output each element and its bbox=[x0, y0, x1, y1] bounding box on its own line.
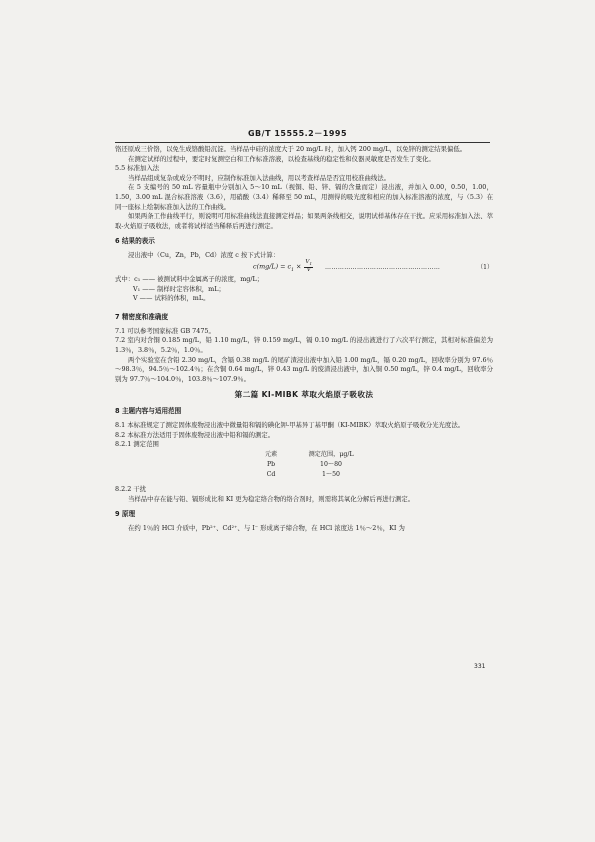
table-cell: 1～50 bbox=[322, 471, 340, 479]
table-cell: Cd bbox=[266, 471, 276, 479]
range-table bbox=[241, 450, 493, 480]
definition-v: V —— 试料的体积，mL。 bbox=[133, 294, 210, 303]
section-6-heading: 6 结果的表示 bbox=[115, 237, 155, 246]
header-rule bbox=[115, 142, 490, 143]
formula-denominator: V bbox=[306, 266, 311, 273]
paragraph-5-5-3: 如果两条工作曲线平行，则说明可用标准曲线法直接测定样品；如果两条线相交，说明试样基体存在干扰。应采用标准加入法、萃取-火焰原子吸收法，或者将试样适当稀释后再进行测定。 bbox=[115, 212, 493, 230]
section-8-heading: 8 主题内容与适用范围 bbox=[115, 407, 182, 416]
formula-times: × bbox=[294, 262, 304, 271]
paragraph-8-2: 8.2 本标准方法适用于固体废物浸出液中铅和镉的测定。 bbox=[115, 430, 275, 439]
formula-sub: 1 bbox=[291, 267, 294, 273]
section-6-intro: 浸出液中（Cu，Zn，Pb，Cd）浓度 c 按下式计算： bbox=[128, 251, 280, 260]
formula-leader-dots: ……………………………………………… bbox=[325, 264, 441, 272]
header-range: 测定范围，μg/L bbox=[308, 451, 354, 459]
formula-numerator: $V_1$ bbox=[305, 259, 313, 267]
paragraph-7-2-recovery: 两个实验室在含铅 2.30 mg/L，含镉 0.38 mg/L 的尾矿渣浸出液中加入铅 1.00 mg/L，镉 0.20 mg/L，回收率分别为 97.6％～98.3％，94.5％～102.4％；在含铜 0.64 mg/L，锌 0.43 mg/L 的废渣浸出液中，加入铜 0.50 mg/L，锌 0.4 mg/L，回收率分别为 97.7％～104.0％，103.8％～107.9％。 bbox=[115, 355, 493, 383]
formula-1 bbox=[115, 261, 493, 275]
page-number: 331 bbox=[474, 663, 486, 670]
definition-v1: V₁ —— 制样时定容体积，mL； bbox=[133, 284, 225, 293]
section-7-heading: 7 精密度和准确度 bbox=[115, 312, 169, 321]
paragraph-7-2: 7.2 室内对含铜 0.185 mg/L，铅 1.10 mg/L，锌 0.159 mg/L，镉 0.10 mg/L 的浸出液进行了六次平行测定，其相对标准偏差为 1.3％，3.8％，5.2％，1.0％。 bbox=[115, 336, 493, 354]
table-cell: 10～80 bbox=[320, 461, 342, 469]
paragraph-5-5-1: 当样品组成复杂或成分不明时，应制作标准加入法曲线，用以考查样品是否宜用校准曲线法。 bbox=[128, 173, 391, 182]
paragraph-9-1: 在约 1％的 HCl 介质中，Pb²⁺、Cd²⁺、与 I⁻ 形成离子缔合物，在 HCl 浓度达 1％～2％，KI 为 bbox=[128, 524, 405, 533]
paragraph-interference: 当样品中存在能与铅、镉形成比和 KI 更为稳定络合物的络合剂时，则需将其氧化分解后再进行测定。 bbox=[128, 494, 415, 503]
formula-expression bbox=[253, 260, 313, 276]
subsection-8-2-2: 8.2.2 干扰 bbox=[115, 485, 147, 494]
paragraph-chromium: 铬还原成三价铬，以免生成铬酸铅沉淀。当样品中硅的浓度大于 20 mg/L 时，加入钙 200 mg/L，以免锌的测定结果偏低。 bbox=[115, 145, 467, 153]
page-body bbox=[115, 145, 493, 534]
section-5-5-title: 5.5 标准加入法 bbox=[115, 164, 160, 173]
table-row bbox=[241, 460, 493, 470]
header-element: 元素 bbox=[264, 451, 278, 459]
formula-fraction bbox=[304, 260, 313, 273]
table-row bbox=[241, 470, 493, 480]
standard-header: GB/T 15555.2－1995 bbox=[247, 129, 348, 138]
paragraph-5-5-2: 在 5 支编号的 50 mL 容量瓶中分别加入 5～10 mL（视铜、铅、锌、镉的含量而定）浸出液，并加入 0.00，0.50，1.00，1.50，3.00 mL 混合标准溶液（3.6），用硝酸（3.4）稀释至 50 mL，用测得的吸光度和相应的加入标准溶液的浓度，与（5.3）在同一座标上绘制标准加入法的工作曲线。 bbox=[115, 183, 493, 211]
formula-number: （1） bbox=[477, 264, 493, 272]
subsection-8-2-1: 8.2.1 测定范围 bbox=[115, 440, 159, 449]
paragraph-8-1: 8.1 本标准规定了测定固体废物浸出液中微量铅和镉的碘化钾-甲基异丁基甲酮（KI-MIBK）萃取火焰原子吸收分光光度法。 bbox=[115, 421, 465, 430]
part-two-title: 第二篇 KI-MIBK 萃取火焰原子吸收法 bbox=[234, 390, 374, 400]
paragraph-blank-check: 在测定试样的过程中，要定时复测空白和工作标准溶液，以检查基线的稳定性和仪器灵敏度是否发生了变化。 bbox=[128, 154, 435, 163]
range-table-header bbox=[241, 450, 493, 460]
definition-c1: 式中：c₁ —— 被测试料中金属离子的浓度，mg/L； bbox=[115, 274, 264, 283]
table-cell: Pb bbox=[266, 461, 276, 469]
section-9-heading: 9 原理 bbox=[115, 510, 136, 519]
paragraph-7-1: 7.1 可以参考国家标准 GB 7475。 bbox=[115, 326, 215, 335]
formula-lhs: c(mg/L) = c bbox=[253, 262, 292, 271]
